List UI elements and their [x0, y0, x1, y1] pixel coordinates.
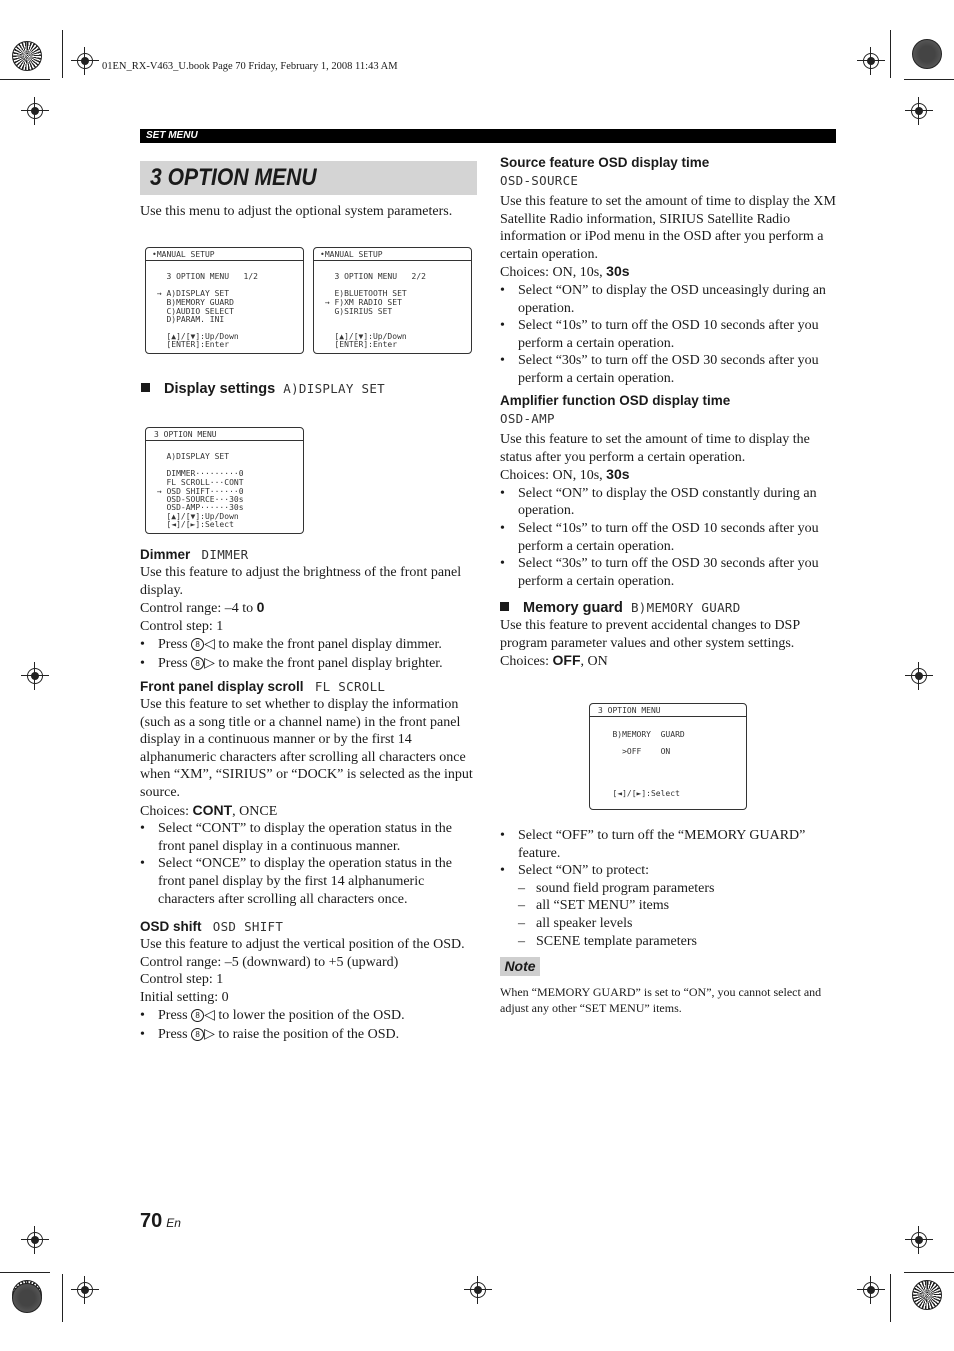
left-arrow-icon: ◁ [204, 637, 215, 653]
osd-screen-memory-guard [589, 703, 747, 810]
screen-line: D)PARAM. INI [152, 315, 225, 324]
dimmer-range: Control range: –4 to 0 [140, 599, 265, 617]
osd-label: FL SCROLL [314, 679, 386, 694]
osd-amp-heading: Amplifier function OSD display time [500, 393, 731, 408]
list-item: • Select “OFF” to turn off the “MEMORY GUARD” feature. [500, 827, 836, 862]
crop-line [904, 79, 954, 80]
screen-line: [▲]/[▼]:Up/Down [152, 332, 239, 341]
crop-line [0, 79, 50, 80]
osd-shift-description: Use this feature to adjust the vertical position of the OSD. [140, 937, 465, 952]
list-item: • Select “30s” to turn off the OSD 30 seconds after you perform a certain operation. [500, 555, 836, 590]
memory-guard-description: Use this feature to prevent accidental changes to DSP program parameter values and other system settings. [500, 618, 800, 651]
crosshair-mark [857, 1276, 885, 1304]
print-header: 01EN_RX-V463_U.book Page 70 Friday, February 1, 2008 11:43 AM [102, 61, 398, 72]
number-8-key-icon: 8 [191, 657, 204, 670]
crosshair-mark [21, 97, 49, 125]
osd-screen-option-menu-2 [313, 247, 472, 354]
fl-scroll-block [140, 679, 476, 908]
osd-source-choices: Choices: ON, 10s, 30s [500, 263, 630, 281]
list-item: • Select “ONCE” to display the operation status in the front panel display by the first 14 alphanumeric characters after scrolling all characters once. [140, 855, 476, 908]
screen-line: FL SCROLL···CONT [152, 478, 244, 487]
note-text: When “MEMORY GUARD” is set to “ON”, you cannot select and adjust any other “SET MENU” items. [500, 985, 822, 1015]
intro-text: Use this menu to adjust the optional system parameters. [140, 204, 453, 219]
memory-guard-bullets [500, 827, 836, 880]
crop-line [62, 1274, 63, 1322]
list-item: – sound field program parameters [500, 880, 836, 898]
dimmer-bullets [140, 636, 476, 672]
list-item: – SCENE template parameters [500, 933, 836, 951]
screen-line: OSD-AMP······30s [152, 503, 244, 512]
screen-line: B)MEMORY GUARD [598, 730, 685, 739]
memory-guard-heading: Memory guard B)MEMORY GUARD [500, 600, 836, 616]
note-tag: Note [500, 957, 540, 976]
right-arrow-icon: ▷ [204, 655, 215, 671]
registration-star-mark [912, 1280, 942, 1310]
right-arrow-icon: ▷ [204, 1026, 215, 1042]
number-8-key-icon: 8 [191, 1009, 204, 1022]
osd-source-heading: Source feature OSD display time [500, 155, 710, 170]
osd-source-block [500, 155, 836, 388]
osd-label: B)MEMORY GUARD [630, 600, 741, 615]
screen-line: •MANUAL SETUP [152, 250, 215, 259]
crop-line [904, 1272, 954, 1273]
osd-shift-heading: OSD shift OSD SHIFT [140, 919, 284, 934]
crop-line [890, 1274, 891, 1322]
crosshair-mark [857, 47, 885, 75]
osd-amp-description: Use this feature to set the amount of time to display the status after you perform a certain operation. [500, 432, 810, 465]
osd-amp-choices: Choices: ON, 10s, 30s [500, 466, 630, 484]
screen-line: [ENTER]:Enter [320, 340, 398, 349]
square-bullet-icon [141, 383, 150, 392]
section-title: 3 OPTION MENU [150, 164, 317, 191]
dimmer-block [140, 547, 476, 673]
screen-line: → A)DISPLAY SET [152, 289, 230, 298]
list-item: • Select “ON” to protect: [500, 862, 836, 880]
screen-line: 3 OPTION MENU [154, 430, 217, 439]
crosshair-mark [71, 47, 99, 75]
left-arrow-icon: ◁ [204, 1008, 215, 1024]
crosshair-mark [21, 662, 49, 690]
screen-line: OSD-SOURCE···30s [152, 495, 244, 504]
osd-source-bullets [500, 282, 836, 388]
screen-line: [◄]/[►]:Select [598, 789, 680, 798]
square-bullet-icon [500, 602, 509, 611]
screen-line: → OSD SHIFT······0 [152, 487, 244, 496]
osd-label: OSD SHIFT [212, 919, 284, 934]
crop-line [890, 30, 891, 78]
memory-guard-sublist [500, 880, 836, 950]
dimmer-step: Control step: 1 [140, 618, 224, 634]
list-item: • Press 8 ◁ to lower the position of the OSD. [140, 1007, 476, 1025]
list-item: • Select “30s” to turn off the OSD 30 seconds after you perform a certain operation. [500, 352, 836, 387]
fl-scroll-bullets [140, 820, 476, 908]
screen-line: [ENTER]:Enter [152, 340, 230, 349]
list-item: • Select “ON” to display the OSD constantly during an operation. [500, 485, 836, 520]
crop-line [62, 30, 63, 78]
dimmer-description: Use this feature to adjust the brightness of the front panel display. [140, 565, 462, 598]
crosshair-mark [905, 1226, 933, 1254]
osd-amp-bullets [500, 485, 836, 591]
fl-scroll-heading: Front panel display scroll FL SCROLL [140, 679, 386, 694]
running-header: SET MENU [146, 130, 198, 141]
running-header-bar [140, 129, 836, 143]
screen-line: 3 OPTION MENU [598, 706, 661, 715]
screen-line: •MANUAL SETUP [320, 250, 383, 259]
screen-line: A)DISPLAY SET [152, 452, 230, 461]
registration-star-mark [12, 1283, 42, 1313]
osd-label: DIMMER [201, 547, 249, 562]
crosshair-mark [905, 97, 933, 125]
registration-star-mark [12, 41, 42, 71]
crosshair-mark [21, 1226, 49, 1254]
memory-guard-choices: Choices: OFF, ON [500, 652, 608, 670]
screen-line: DIMMER·········0 [152, 469, 244, 478]
osd-shift-range: Control range: –5 (downward) to +5 (upward) [140, 954, 399, 970]
list-item: – all speaker levels [500, 915, 836, 933]
osd-screen-option-menu-1 [145, 247, 304, 354]
dimmer-heading: Dimmer DIMMER [140, 547, 249, 562]
list-item: • Select “10s” to turn off the OSD 10 seconds after you perform a certain operation. [500, 317, 836, 352]
number-8-key-icon: 8 [191, 1028, 204, 1041]
list-item: • Press 8 ▷ to raise the position of the OSD. [140, 1026, 476, 1044]
screen-line: [◄]/[►]:Select [152, 520, 234, 529]
list-item: • Select “CONT” to display the operation status in the front panel display in a continuous manner. [140, 820, 476, 855]
osd-screen-display-set [145, 427, 304, 534]
crosshair-mark [905, 662, 933, 690]
osd-shift-step: Control step: 1 [140, 972, 224, 988]
screen-line: C)AUDIO SELECT [152, 307, 234, 316]
osd-source-description: Use this feature to set the amount of time to display the XM Satellite Radio information, SIRIUS Satellite Radio information or iPod menu in the OSD after you perform a certain operation. [500, 194, 836, 262]
fl-scroll-choices: Choices: CONT, ONCE [140, 801, 278, 819]
list-item: • Select “ON” to display the OSD unceasingly during an operation. [500, 282, 836, 317]
screen-line: 3 OPTION MENU 1/2 [152, 272, 258, 281]
screen-line: [▲]/[▼]:Up/Down [152, 512, 239, 521]
osd-shift-bullets [140, 1007, 476, 1043]
fl-scroll-description: Use this feature to set whether to display the information (such as a song title or a channel name) in the front panel display in a continuous manner or by the first 14 alphanumeric characters after scrolling all characters once when “XM”, “SIRIUS” or “DOCK” is selected as the input source. [140, 697, 473, 800]
list-item: • Press 8 ◁ to make the front panel display dimmer. [140, 636, 476, 654]
screen-line: G)SIRIUS SET [320, 307, 393, 316]
list-item: – all “SET MENU” items [500, 897, 836, 915]
memory-guard-block [500, 600, 836, 671]
page-number: 70 En [140, 1210, 181, 1232]
osd-label: A)DISPLAY SET [283, 381, 385, 396]
osd-shift-initial: Initial setting: 0 [140, 989, 229, 1005]
crop-line [0, 1272, 50, 1273]
display-settings-heading: Display settings A)DISPLAY SET [141, 381, 385, 397]
list-item: • Select “10s” to turn off the OSD 10 seconds after you perform a certain operation. [500, 520, 836, 555]
screen-line: → F)XM RADIO SET [320, 298, 402, 307]
screen-line: >OFF ON [598, 747, 671, 756]
screen-line: [▲]/[▼]:Up/Down [320, 332, 407, 341]
screen-line: 3 OPTION MENU 2/2 [320, 272, 426, 281]
crosshair-mark [464, 1276, 492, 1304]
screen-line: B)MEMORY GUARD [152, 298, 234, 307]
number-8-key-icon: 8 [191, 638, 204, 651]
memory-guard-list [500, 827, 836, 950]
crosshair-mark [71, 1276, 99, 1304]
osd-shift-block [140, 919, 476, 1044]
osd-label: OSD-AMP [500, 411, 555, 426]
registration-dark-mark [912, 39, 942, 69]
osd-label: OSD-SOURCE [500, 173, 579, 188]
list-item: • Press 8 ▷ to make the front panel display brighter. [140, 655, 476, 673]
osd-amp-block [500, 393, 836, 590]
screen-line: E)BLUETOOTH SET [320, 289, 407, 298]
